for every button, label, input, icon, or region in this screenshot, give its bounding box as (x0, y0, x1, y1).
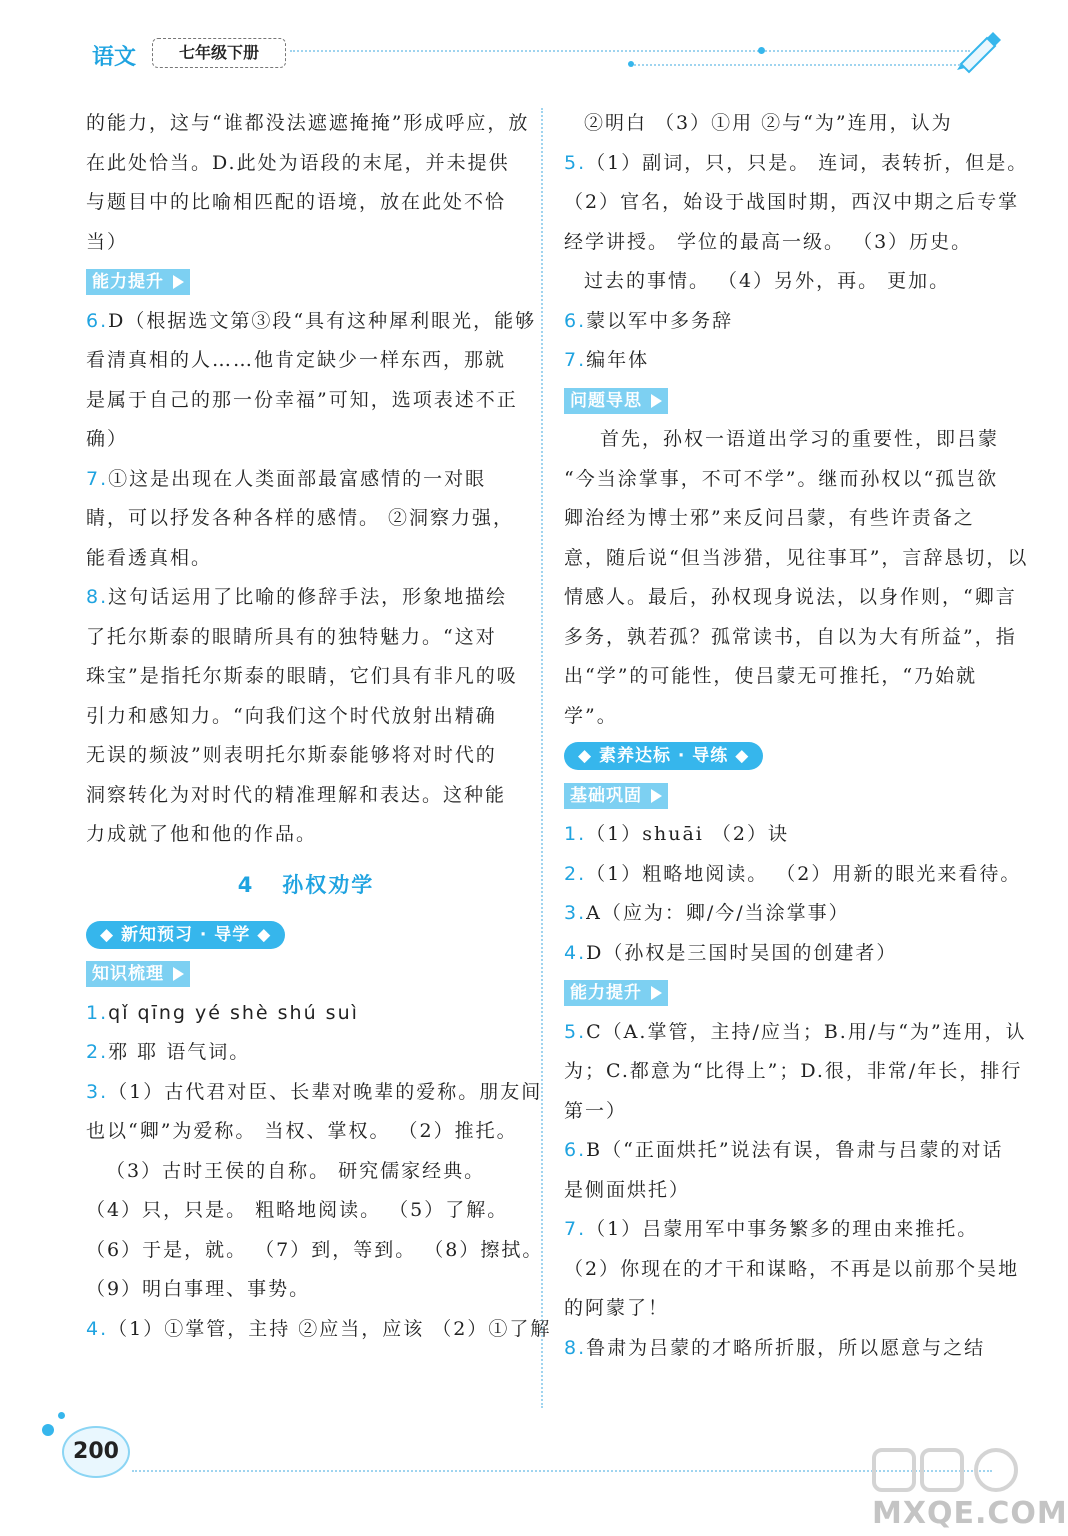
text-line: 多务，孰若孤？孤常读书，自以为大有所益”，指 (564, 625, 1017, 648)
answer-k4: 4.（1）①掌管，主持 ②应当，应该 （2）①了解 (86, 1317, 552, 1340)
arrow-icon (651, 986, 662, 1000)
answer-a5: 5.C（A.掌管，主持/应当；B.用/与“为”连用，认 (564, 1020, 1027, 1043)
section-banner-practice: ◆ 素养达标 · 导练 ◆ (564, 742, 763, 770)
text-line: 意，随后说“但当涉猎，见往事耳”，言辞恳切，以 (564, 546, 1029, 569)
text-line: 也以“卿”为爱称。 当权、掌权。 （2）推托。 (86, 1120, 518, 1142)
answer-b2: 2.（1）粗略地阅读。 （2）用新的眼光来看待。 (564, 862, 1022, 885)
footer-dot (42, 1424, 54, 1436)
page-header (0, 0, 1044, 80)
arrow-icon (173, 275, 184, 289)
text-line: “今当涂掌事，不可不学”。继而孙权以“孤岂欲 (564, 467, 999, 490)
section-tag-ability-2: 能力提升 (564, 980, 668, 1006)
section-tag-ability: 能力提升 (86, 269, 190, 295)
answer-k2: 2.邪 耶 语气词。 (86, 1041, 251, 1063)
text-line: （2）你现在的才干和谋略，不再是以前那个吴地 (564, 1257, 1020, 1280)
text-line: 第一） (564, 1099, 628, 1122)
section-tag-basics: 基础巩固 (564, 783, 668, 809)
section-banner-preview: ◆ 新知预习 · 导学 ◆ (86, 921, 285, 949)
section-tag-question: 问题导思 (564, 388, 668, 414)
text-line: 的阿蒙了！ (564, 1297, 670, 1319)
watermark-text: MXQE.COM (872, 1496, 1068, 1531)
text-line: 能看透真相。 (86, 546, 213, 569)
header-dot (628, 61, 634, 67)
answer-k3: 3.（1）古代君对臣、长辈对晚辈的爱称。朋友间 (86, 1080, 543, 1103)
answer-8: 8.这句话运用了比喻的修辞手法，形象地描绘 (86, 586, 508, 608)
answer-a7: 7.（1）吕蒙用军中事务繁多的理由来推托。 (564, 1218, 979, 1240)
answer-a6: 6.B（“正面烘托”说法有误，鲁肃与吕蒙的对话 (564, 1139, 1004, 1161)
header-divider-2 (630, 64, 960, 66)
text-line: 为；C.都意为“比得上”；D.很，非常/年长，排行 (564, 1060, 1023, 1082)
text-line: 引力和感知力。“向我们这个时代放射出精确 (86, 704, 497, 727)
text-line: 出“学”的可能性，使吕蒙无可推托，“乃始就 (564, 665, 978, 687)
text-line: 确） (86, 428, 129, 450)
text-line: 与题目中的比喻相匹配的语境，放在此处不恰 (86, 191, 507, 213)
text-line: 过去的事情。 （4）另外，再。 更加。 (584, 270, 951, 292)
text-line: 在此处恰当。D.此处为语段的末尾，并未提供 (86, 151, 510, 174)
text-line: （9）明白事理、事势。 (86, 1278, 311, 1300)
text-line: 看清真相的人……他肯定缺少一样东西，那就 (86, 349, 507, 371)
text-line: （3）古时王侯的自称。 研究儒家经典。 (106, 1159, 486, 1182)
page-number: 200 (62, 1426, 130, 1478)
text-line: 经学讲授。 学位的最高一级。 （3）历史。 (564, 230, 973, 253)
text-line: （2）官名，始设于战国时期，西汉中期之后专掌 (564, 191, 1020, 213)
text-line: 情感人。最后，孙权现身说法，以身作则，“卿言 (564, 586, 1017, 608)
text-line: 学”。 (564, 704, 618, 727)
grade-label: 七年级下册 (152, 38, 286, 68)
pencil-icon (955, 30, 1005, 70)
answer-r7: 7.编年体 (564, 349, 650, 371)
right-column (564, 104, 1029, 1368)
text-line: 卿治经为博士邪”来反问吕蒙，有些许责备之 (564, 507, 975, 529)
answer-6: 6.D（根据选文第③段“具有这种犀利眼光，能够 (86, 309, 537, 332)
text-line: 无误的频波”则表明托尔斯泰能够将对时代的 (86, 744, 497, 766)
text-line: （4）只，只是。 粗略地阅读。 （5）了解。 (86, 1199, 509, 1221)
column-divider (541, 108, 543, 1408)
left-column (86, 104, 552, 1349)
answer-r6: 6.蒙以军中多务辞 (564, 309, 734, 332)
text-line: 珠宝”是指托尔斯泰的眼睛，它们具有非凡的吸 (86, 665, 518, 687)
answer-b1: 1.（1）shuāi （2）诀 (564, 823, 789, 845)
section-tag-knowledge: 知识梳理 (86, 961, 190, 987)
answer-7: 7.①这是出现在人类面部最富感情的一对眼 (86, 467, 487, 490)
arrow-icon (651, 394, 662, 408)
answer-r5: 5.（1）副词，只，只是。 连词，表转折，但是。 (564, 151, 1029, 174)
text-line: ②明白 （3）①用 ②与“为”连用，认为 (584, 112, 953, 134)
text-line: 的能力，这与“谁都没法遮遮掩掩”形成呼应，放 (86, 112, 530, 134)
text-line: 当） (86, 230, 129, 253)
text-line: 首先，孙权一语道出学习的重要性，即吕蒙 (600, 428, 1000, 450)
footer-dot (58, 1412, 65, 1419)
text-line: 是属于自己的那一份幸福”可知，选项表述不正 (86, 388, 518, 411)
text-line: 睛，可以抒发各种各样的感情。 ②洞察力强， (86, 507, 515, 529)
arrow-icon (651, 789, 662, 803)
header-divider (290, 50, 970, 52)
arrow-icon (173, 967, 184, 981)
text-line: 洞察转化为对时代的精准理解和表达。这种能 (86, 783, 507, 806)
subject-label: 语文 (92, 45, 137, 70)
answer-b3: 3.A（应为：卿/今/当涂掌事） (564, 902, 850, 924)
answer-k1: 1.qǐ qīng yé shè shú suì (86, 1001, 359, 1024)
text-line: 力成就了他和他的作品。 (86, 823, 318, 845)
text-line: （6）于是，就。 （7）到，等到。 （8）擦拭。 (86, 1238, 544, 1261)
text-line: 了托尔斯泰的眼睛所具有的独特魅力。“这对 (86, 625, 497, 648)
text-line: 是侧面烘托） (564, 1178, 691, 1201)
answer-b4: 4.D（孙权是三国时吴国的创建者） (564, 941, 898, 964)
header-dot (758, 47, 765, 54)
lesson-title: 4 孙权劝学 (237, 872, 375, 897)
answer-a8: 8.鲁肃为吕蒙的才略所折服，所以愿意与之结 (564, 1336, 986, 1359)
